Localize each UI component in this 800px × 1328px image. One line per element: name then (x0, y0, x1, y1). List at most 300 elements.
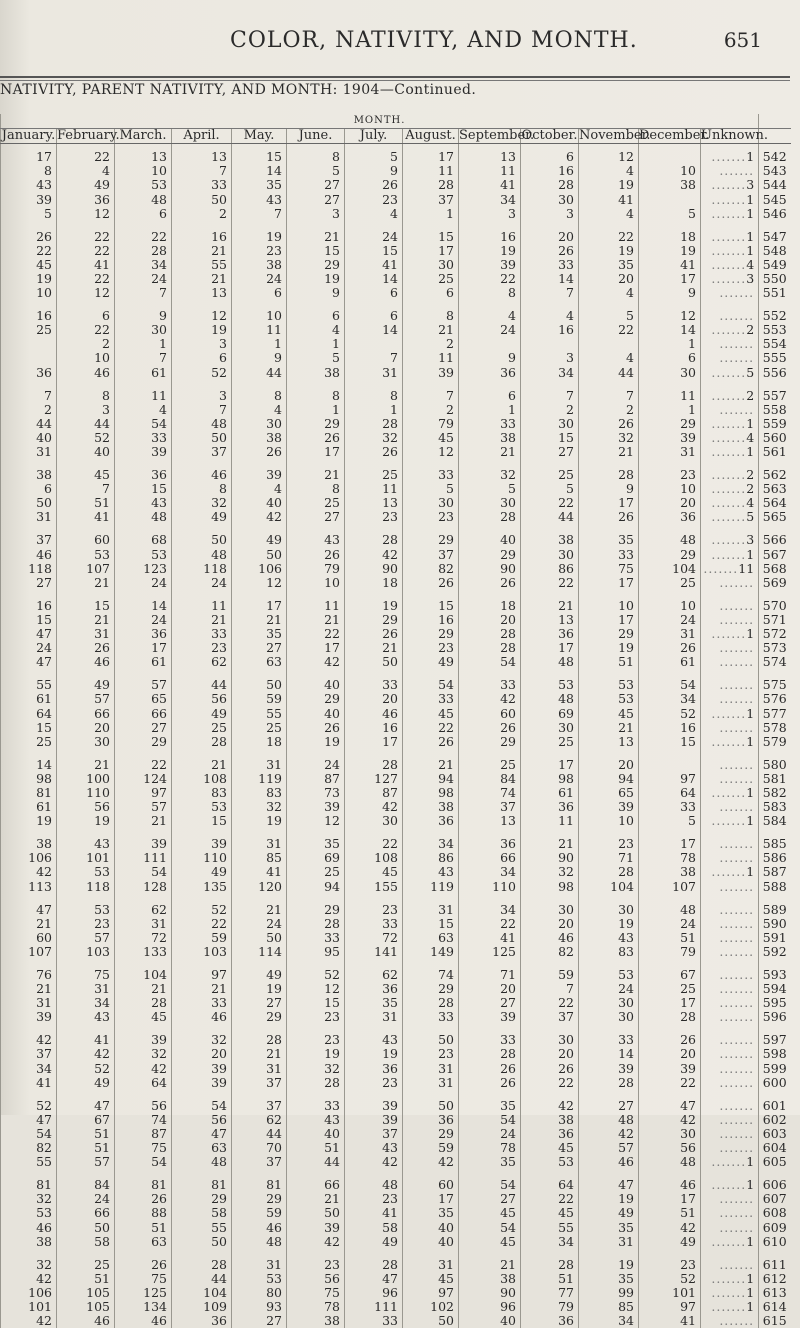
data-cell: 37 (232, 1076, 287, 1090)
data-cell: 124 (115, 772, 172, 786)
data-cell: 55 (172, 258, 232, 272)
data-cell: 14 (1, 758, 57, 772)
line-number: 599 (759, 1062, 791, 1076)
data-cell: 45 (345, 865, 403, 879)
table-row (1, 599, 791, 613)
data-cell: 24 (579, 982, 639, 996)
data-cell: 82 (403, 562, 459, 576)
data-cell: 39 (115, 837, 172, 851)
data-cell: 66 (459, 851, 521, 865)
data-cell: 54 (639, 678, 701, 692)
data-cell: 51 (579, 655, 639, 669)
data-cell: 28 (579, 1076, 639, 1090)
line-number: 602 (759, 1113, 791, 1127)
data-cell: 23 (579, 837, 639, 851)
unknown-cell (701, 1272, 759, 1286)
data-cell: 27 (287, 192, 345, 206)
data-cell: 22 (521, 496, 579, 510)
unknown-cell (701, 1047, 759, 1061)
data-cell: 1 (115, 337, 172, 351)
data-cell: 30 (521, 903, 579, 917)
data-cell: 21 (232, 613, 287, 627)
table-row (1, 309, 791, 323)
column-header: February. (57, 128, 120, 144)
leader-dots: ....... (711, 429, 747, 445)
unknown-cell (701, 1076, 759, 1090)
leader-dots: ....... (719, 929, 755, 945)
leader-dots: ....... (719, 850, 755, 866)
table-row (1, 533, 791, 547)
unknown-value: 4 (746, 429, 755, 445)
unknown-cell (701, 931, 759, 945)
data-cell: 40 (459, 533, 521, 547)
data-cell: 21 (521, 599, 579, 613)
data-cell: 21 (345, 641, 403, 655)
data-cell: 6 (345, 286, 403, 300)
data-cell: 43 (232, 192, 287, 206)
data-cell: 29 (232, 1192, 287, 1206)
line-number: 614 (759, 1300, 791, 1314)
data-cell (1, 337, 57, 351)
data-cell: 13 (345, 496, 403, 510)
line-number: 591 (759, 931, 791, 945)
data-cell: 29 (579, 627, 639, 641)
table-row (1, 996, 791, 1010)
line-number: 573 (759, 641, 791, 655)
data-cell: 71 (579, 851, 639, 865)
data-cell: 26 (459, 1062, 521, 1076)
data-cell: 41 (57, 1033, 115, 1047)
data-cell: 53 (115, 178, 172, 192)
data-cell: 55 (232, 706, 287, 720)
data-cell: 10 (115, 164, 172, 178)
data-cell: 21 (1, 982, 57, 996)
data-cell: 56 (287, 1272, 345, 1286)
leader-dots: ....... (711, 784, 747, 800)
line-number: 579 (759, 735, 791, 749)
unknown-value: 1 (746, 733, 755, 749)
data-cell: 20 (459, 982, 521, 996)
data-cell: 8 (232, 389, 287, 403)
data-cell: 36 (345, 982, 403, 996)
table-row (1, 627, 791, 641)
data-cell: 34 (1, 1062, 57, 1076)
data-cell: 22 (521, 576, 579, 590)
table-row (1, 496, 791, 510)
data-cell: 71 (459, 968, 521, 982)
leader-dots: ....... (719, 1205, 755, 1221)
data-cell: 43 (287, 533, 345, 547)
data-cell: 26 (115, 1192, 172, 1206)
line-number: 551 (759, 286, 791, 300)
data-cell: 101 (639, 1286, 701, 1300)
data-cell: 36 (521, 800, 579, 814)
data-cell: 13 (459, 814, 521, 828)
data-cell: 19 (232, 982, 287, 996)
data-cell: 4 (579, 351, 639, 365)
data-cell: 21 (172, 272, 232, 286)
data-cell: 32 (345, 431, 403, 445)
data-cell: 98 (521, 880, 579, 894)
data-cell: 3 (57, 403, 115, 417)
data-cell: 3 (459, 207, 521, 221)
data-cell: 12 (57, 286, 115, 300)
data-cell: 6 (57, 309, 115, 323)
data-cell: 32 (115, 1047, 172, 1061)
data-cell (579, 337, 639, 351)
data-cell: 103 (172, 945, 232, 959)
unknown-value: 1 (746, 228, 755, 244)
data-cell: 75 (579, 562, 639, 576)
column-header: January. (1, 128, 56, 144)
unknown-cell (701, 706, 759, 720)
data-cell: 63 (232, 655, 287, 669)
data-cell: 27 (232, 996, 287, 1010)
data-cell: 52 (172, 903, 232, 917)
leader-dots: ....... (719, 1140, 755, 1156)
data-cell: 34 (403, 837, 459, 851)
data-cell: 26 (115, 1258, 172, 1272)
data-cell: 13 (459, 144, 521, 165)
line-number: 556 (759, 366, 791, 380)
data-cell: 5 (639, 814, 701, 828)
unknown-cell (701, 431, 759, 445)
data-cell: 25 (57, 1258, 115, 1272)
data-cell: 44 (287, 1155, 345, 1169)
data-cell: 56 (172, 692, 232, 706)
leader-dots: ....... (719, 308, 755, 324)
data-cell: 23 (287, 1010, 345, 1024)
data-cell: 82 (1, 1141, 57, 1155)
data-cell: 34 (115, 258, 172, 272)
data-cell: 60 (459, 706, 521, 720)
data-cell: 78 (459, 1141, 521, 1155)
page-header (0, 28, 800, 98)
leader-dots: ....... (711, 322, 747, 338)
data-cell (1, 351, 57, 365)
data-cell: 5 (287, 164, 345, 178)
data-cell: 36 (403, 1113, 459, 1127)
data-cell: 21 (459, 445, 521, 459)
data-cell: 36 (172, 1314, 232, 1328)
table-row (1, 230, 791, 244)
data-cell: 23 (345, 903, 403, 917)
line-number: 577 (759, 706, 791, 720)
data-cell: 17 (287, 445, 345, 459)
data-cell: 59 (232, 692, 287, 706)
data-cell: 29 (345, 613, 403, 627)
data-cell: 63 (172, 1141, 232, 1155)
unknown-cell (701, 337, 759, 351)
data-cell: 9 (232, 351, 287, 365)
data-cell: 37 (232, 1099, 287, 1113)
data-cell: 22 (57, 244, 115, 258)
data-cell: 20 (172, 1047, 232, 1061)
data-cell: 72 (115, 931, 172, 945)
leader-dots: ....... (711, 205, 747, 221)
data-cell: 21 (172, 244, 232, 258)
data-cell: 46 (345, 706, 403, 720)
data-cell: 31 (403, 1062, 459, 1076)
data-cell: 24 (287, 758, 345, 772)
data-cell: 21 (403, 758, 459, 772)
data-cell: 29 (639, 548, 701, 562)
data-cell: 37 (521, 1010, 579, 1024)
data-cell: 75 (115, 1272, 172, 1286)
data-cell: 19 (579, 641, 639, 655)
data-cell: 17 (579, 576, 639, 590)
unknown-cell (701, 772, 759, 786)
line-number: 578 (759, 721, 791, 735)
table-row (1, 1047, 791, 1061)
data-cell: 22 (459, 272, 521, 286)
data-cell: 46 (232, 1220, 287, 1234)
table-row (1, 389, 791, 403)
data-cell: 6 (459, 389, 521, 403)
data-cell: 53 (232, 1272, 287, 1286)
line-number: 583 (759, 800, 791, 814)
data-cell: 39 (287, 800, 345, 814)
data-cell: 45 (403, 431, 459, 445)
data-cell: 12 (287, 814, 345, 828)
leader-dots: ....... (719, 901, 755, 917)
data-cell: 36 (115, 627, 172, 641)
data-cell: 33 (345, 678, 403, 692)
data-cell: 3 (521, 351, 579, 365)
unknown-cell (701, 533, 759, 547)
data-cell: 22 (287, 627, 345, 641)
line-number: 603 (759, 1127, 791, 1141)
data-cell: 50 (287, 1206, 345, 1220)
data-cell: 84 (459, 772, 521, 786)
month-group-header: MONTH. (1, 114, 759, 129)
data-cell: 52 (172, 366, 232, 380)
line-number: 600 (759, 1076, 791, 1090)
leader-dots: ....... (719, 770, 755, 786)
data-cell: 28 (459, 1047, 521, 1061)
data-cell (521, 337, 579, 351)
data-cell: 34 (459, 192, 521, 206)
unknown-cell (701, 880, 759, 894)
data-cell: 4 (345, 207, 403, 221)
data-cell: 28 (172, 735, 232, 749)
data-cell: 19 (287, 735, 345, 749)
line-number: 608 (759, 1206, 791, 1220)
column-header: October. (521, 128, 578, 144)
leader-dots: ....... (719, 756, 755, 772)
table-row (1, 786, 791, 800)
data-cell: 30 (345, 814, 403, 828)
data-cell: 16 (459, 230, 521, 244)
data-cell: 75 (115, 1141, 172, 1155)
data-cell: 48 (639, 533, 701, 547)
data-cell: 42 (345, 1155, 403, 1169)
data-cell: 21 (57, 576, 115, 590)
data-cell: 17 (639, 1192, 701, 1206)
month-table (0, 114, 791, 1328)
unknown-cell (701, 164, 759, 178)
leader-dots: ....... (719, 1256, 755, 1272)
data-cell: 35 (579, 1220, 639, 1234)
table-row (1, 721, 791, 735)
data-cell: 12 (172, 309, 232, 323)
unknown-value: 3 (746, 532, 755, 548)
data-cell: 23 (287, 1258, 345, 1272)
data-cell: 24 (1, 641, 57, 655)
data-cell: 53 (1, 1206, 57, 1220)
data-cell: 34 (459, 865, 521, 879)
data-cell: 54 (115, 417, 172, 431)
line-number: 606 (759, 1178, 791, 1192)
leader-dots: ....... (719, 836, 755, 852)
data-cell: 12 (403, 445, 459, 459)
data-cell: 98 (403, 786, 459, 800)
data-cell: 66 (287, 1178, 345, 1192)
data-cell: 28 (459, 510, 521, 524)
data-cell: 70 (232, 1141, 287, 1155)
data-cell: 27 (459, 1192, 521, 1206)
data-cell: 50 (345, 655, 403, 669)
table-row (1, 735, 791, 749)
running-title: COLOR, NATIVITY, AND MONTH. (230, 28, 638, 53)
data-cell (345, 337, 403, 351)
data-cell: 40 (57, 445, 115, 459)
data-cell: 7 (345, 351, 403, 365)
unknown-cell (701, 548, 759, 562)
line-number: 561 (759, 445, 791, 459)
data-cell: 30 (521, 417, 579, 431)
data-cell: 44 (172, 678, 232, 692)
data-cell: 35 (287, 837, 345, 851)
data-cell: 11 (345, 482, 403, 496)
data-cell: 107 (1, 945, 57, 959)
data-cell: 141 (345, 945, 403, 959)
data-cell: 8 (403, 309, 459, 323)
data-cell: 19 (345, 599, 403, 613)
data-cell: 20 (639, 1047, 701, 1061)
data-cell: 50 (403, 1099, 459, 1113)
line-number: 548 (759, 244, 791, 258)
data-cell: 53 (521, 1155, 579, 1169)
unknown-cell (701, 1220, 759, 1234)
data-cell: 10 (579, 814, 639, 828)
leader-dots: ....... (719, 981, 755, 997)
data-cell: 41 (345, 1206, 403, 1220)
data-cell: 59 (172, 931, 232, 945)
data-cell: 45 (579, 706, 639, 720)
data-cell: 1 (639, 337, 701, 351)
data-cell: 38 (639, 865, 701, 879)
unknown-cell (701, 692, 759, 706)
leader-dots: ....... (711, 1270, 747, 1286)
data-cell: 99 (579, 1286, 639, 1300)
data-cell: 36 (521, 1314, 579, 1328)
data-cell: 52 (639, 1272, 701, 1286)
unknown-cell (701, 758, 759, 772)
data-cell: 28 (403, 996, 459, 1010)
line-number: 543 (759, 164, 791, 178)
data-cell: 47 (345, 1272, 403, 1286)
table-row (1, 968, 791, 982)
leader-dots: ....... (719, 1125, 755, 1141)
unknown-value: 5 (746, 509, 755, 525)
data-cell: 26 (459, 721, 521, 735)
unknown-cell (701, 655, 759, 669)
data-cell: 8 (172, 482, 232, 496)
line-number: 613 (759, 1286, 791, 1300)
data-cell: 5 (639, 207, 701, 221)
data-cell: 26 (639, 1033, 701, 1047)
data-cell: 53 (57, 548, 115, 562)
data-cell: 45 (1, 258, 57, 272)
data-cell: 31 (1, 510, 57, 524)
data-cell: 25 (1, 323, 57, 337)
data-cell: 39 (579, 800, 639, 814)
data-cell: 30 (521, 548, 579, 562)
data-cell: 84 (57, 1178, 115, 1192)
data-cell: 15 (287, 996, 345, 1010)
unknown-value: 3 (746, 270, 755, 286)
data-cell: 110 (172, 851, 232, 865)
data-cell: 128 (115, 880, 172, 894)
unknown-cell (701, 917, 759, 931)
data-cell: 64 (639, 786, 701, 800)
unknown-value: 1 (746, 1284, 755, 1300)
data-cell: 46 (1, 1220, 57, 1234)
data-cell: 8 (1, 164, 57, 178)
table-row (1, 880, 791, 894)
data-cell: 27 (287, 178, 345, 192)
data-cell: 42 (403, 1155, 459, 1169)
data-cell (639, 144, 701, 165)
leader-dots: ....... (711, 177, 747, 193)
unknown-cell (701, 786, 759, 800)
data-cell: 83 (579, 945, 639, 959)
line-number: 586 (759, 851, 791, 865)
unknown-cell (701, 192, 759, 206)
data-cell: 47 (1, 655, 57, 669)
line-number: 604 (759, 1141, 791, 1155)
data-cell: 33 (459, 678, 521, 692)
line-number: 571 (759, 613, 791, 627)
data-cell: 21 (172, 982, 232, 996)
data-cell: 28 (579, 468, 639, 482)
data-cell: 97 (115, 786, 172, 800)
data-cell: 20 (579, 272, 639, 286)
data-cell: 104 (579, 880, 639, 894)
data-cell: 26 (345, 178, 403, 192)
table-row (1, 1099, 791, 1113)
data-cell: 16 (639, 721, 701, 735)
line-number: 611 (759, 1258, 791, 1272)
data-cell: 50 (172, 192, 232, 206)
data-cell: 66 (57, 706, 115, 720)
leader-dots: ....... (711, 546, 747, 562)
data-cell: 32 (172, 1033, 232, 1047)
line-number: 553 (759, 323, 791, 337)
data-cell: 17 (403, 244, 459, 258)
data-cell: 108 (345, 851, 403, 865)
data-cell: 28 (287, 1076, 345, 1090)
table-row (1, 1286, 791, 1300)
data-cell: 22 (1, 244, 57, 258)
unknown-cell (701, 207, 759, 221)
data-cell: 22 (57, 323, 115, 337)
data-cell: 5 (521, 482, 579, 496)
data-cell: 51 (287, 1141, 345, 1155)
data-cell: 104 (172, 1286, 232, 1300)
table-row (1, 1220, 791, 1234)
